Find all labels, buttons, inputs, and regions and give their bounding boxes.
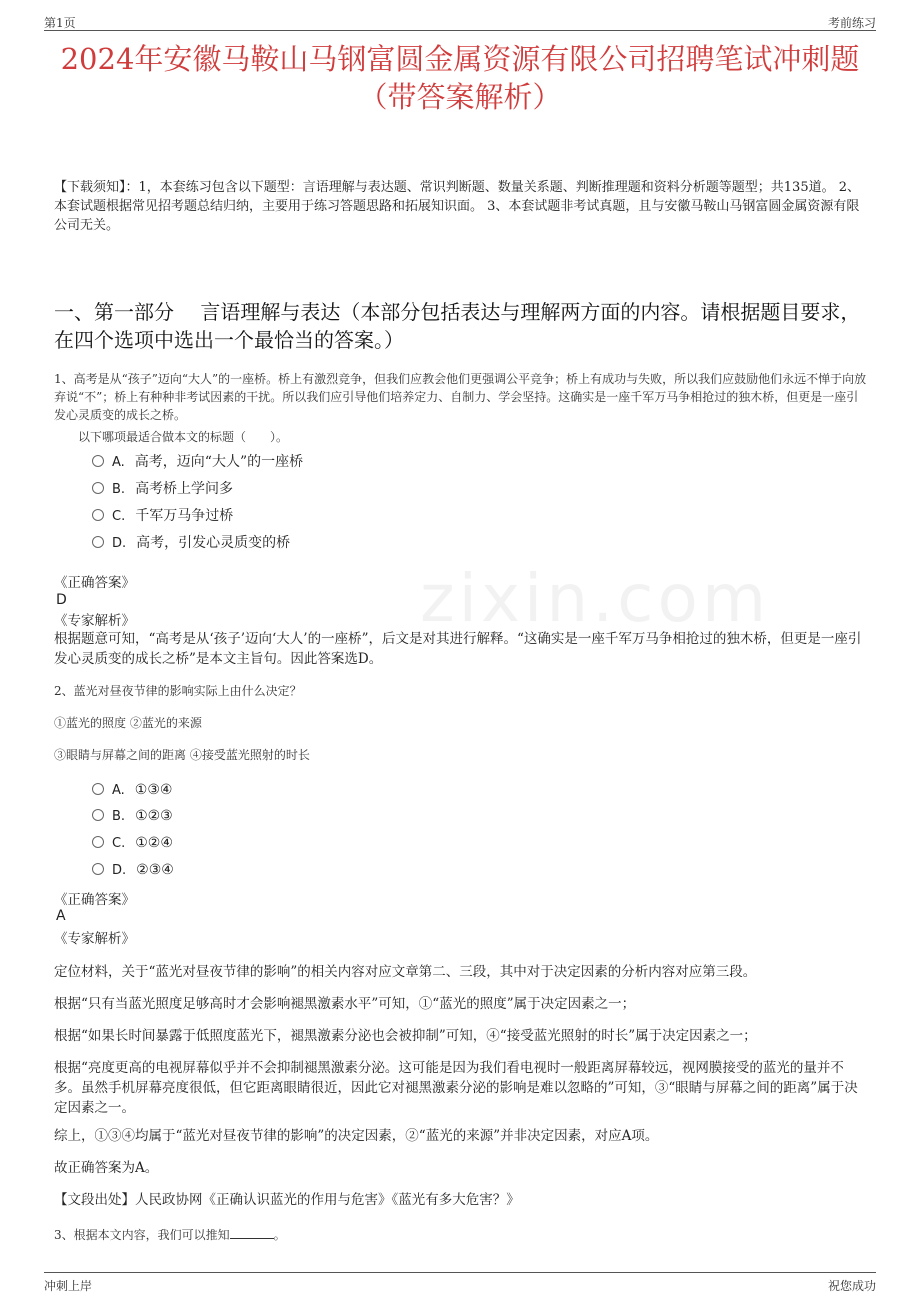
q1-option-d[interactable]: D. 高考，引发心灵质变的桥 — [92, 532, 290, 552]
download-notice: 【下载须知】：1，本套练习包含以下题型：言语理解与表达题、常识判断题、数量关系题、判断推理题和资料分析题等题型；共135道。 2、本套试题根据常见招考题总结归纳，主要用于练习答题思路和拓展知识面。 3、本套试题非考试真题，且与安徽马鞍山马钢富圆金属资源有限公司无关。 — [54, 180, 860, 233]
radio-icon[interactable] — [92, 482, 104, 494]
q1-answer: D — [56, 592, 67, 608]
q2-analysis-p4: 根据“亮度更高的电视屏幕似乎并不会抑制褪黑激素分泌。这可能是因为我们看电视时一般距离屏幕较远，视网膜接受的蓝光的量并不多。虽然手机屏幕亮度很低，但它距离眼睛很近，因此它对褪黑激素分泌的影响是难以忽略的”可知，③“眼睛与屏幕之间的距离”属于决定因素之一。 — [54, 1060, 858, 1116]
q2-option-a[interactable]: A. ①③④ — [92, 782, 172, 798]
q1-stem: 1、高考是从“孩子”迈向“大人”的一座桥。桥上有激烈竞争，但我们应教会他们更强调公平竞争；桥上有成功与失败，所以我们应鼓励他们永远不惮于向放弃说“不”；桥上有种种非考试因素的干扰。所以我们应引导他们培养定力、自制力、学会坚持。这确实是一座千军万马争相抢过的独木桥，但更是一座引发心灵质变的成长之桥。 — [54, 372, 867, 422]
q2-source: 【文段出处】人民政协网《正确认识蓝光的作用与危害》《蓝光有多大危害？》 — [54, 1192, 520, 1208]
q2-answer: A — [56, 908, 66, 924]
q2-stem: 2、蓝光对昼夜节律的影响实际上由什么决定？ — [54, 684, 302, 698]
q2-analysis-p6: 故正确答案为A。 — [54, 1160, 159, 1176]
q1-ask: 以下哪项最适合做本文的标题（ ）。 — [78, 430, 289, 444]
q3-stem: 3、根据本文内容，我们可以推知 。 — [54, 1228, 286, 1242]
q1-answer-heading: 《正确答案》 — [54, 575, 135, 591]
q1-option-c[interactable]: C. 千军万马争过桥 — [92, 505, 233, 525]
q2-analysis-p1: 定位材料，关于“蓝光对昼夜节律的影响”的相关内容对应文章第二、三段，其中对于决定因素的分析内容对应第三段。 — [54, 964, 757, 980]
q2-analysis-p3: 根据“如果长时间暴露于低照度蓝光下，褪黑激素分泌也会被抑制”可知，④“接受蓝光照射的时长”属于决定因素之一； — [54, 1028, 757, 1044]
footer-right: 祝您成功 — [827, 1279, 876, 1293]
page-number: 第1页 — [44, 16, 76, 30]
q2-option-c[interactable]: C. ①②④ — [92, 835, 173, 851]
radio-icon[interactable] — [92, 836, 104, 848]
q2-option-b[interactable]: B. ①②③ — [92, 808, 173, 824]
radio-icon[interactable] — [92, 509, 104, 521]
q1-option-b[interactable]: B. 高考桥上学问多 — [92, 478, 233, 498]
radio-icon[interactable] — [92, 536, 104, 548]
q2-analysis-heading: 《专家解析》 — [54, 931, 135, 947]
page-footer — [44, 1272, 876, 1297]
radio-icon[interactable] — [92, 783, 104, 795]
title-line-2: （带答案解析） — [358, 80, 562, 114]
q2-analysis-p2: 根据“只有当蓝光照度足够高时才会影响褪黑激素水平”可知，①“蓝光的照度”属于决定因素之一； — [54, 996, 636, 1012]
q1-analysis: 根据题意可知，“高考是从‘孩子’迈向‘大人’的一座桥”，后文是对其进行解释。“这确实是一座千军万马争相抢过的独木桥，但更是一座引发心灵质变的成长之桥”是本文主旨句。因此答案选D。 — [54, 631, 862, 667]
page-header — [44, 12, 876, 31]
radio-icon[interactable] — [92, 863, 104, 875]
q1-option-a[interactable]: A. 高考，迈向“大人”的一座桥 — [92, 451, 303, 471]
q2-option-d[interactable]: D. ②③④ — [92, 862, 174, 878]
document-title — [40, 40, 880, 116]
q2-answer-heading: 《正确答案》 — [54, 892, 135, 908]
title-line-1: 2024年安徽马鞍山马钢富圆金属资源有限公司招聘笔试冲刺题 — [60, 42, 860, 76]
radio-icon[interactable] — [92, 809, 104, 821]
header-tag: 考前练习 — [827, 16, 876, 30]
q1-analysis-heading: 《专家解析》 — [54, 613, 135, 629]
q2-item-2: ③眼睛与屏幕之间的距离 ④接受蓝光照射的时长 — [54, 748, 310, 762]
q2-item-1: ①蓝光的照度 ②蓝光的来源 — [54, 716, 202, 730]
watermark: zixin.com — [420, 560, 771, 637]
radio-icon[interactable] — [92, 455, 104, 467]
section-heading: 一、第一部分 言语理解与表达（本部分包括表达与理解两方面的内容。请根据题目要求，在四个选项中选出一个最恰当的答案。） — [54, 300, 861, 352]
q2-analysis-p5: 综上，①③④均属于“蓝光对昼夜节律的影响”的决定因素，②“蓝光的来源”并非决定因素，对应A项。 — [54, 1128, 659, 1144]
answer-blank[interactable] — [230, 1226, 274, 1239]
footer-left: 冲刺上岸 — [44, 1279, 93, 1293]
